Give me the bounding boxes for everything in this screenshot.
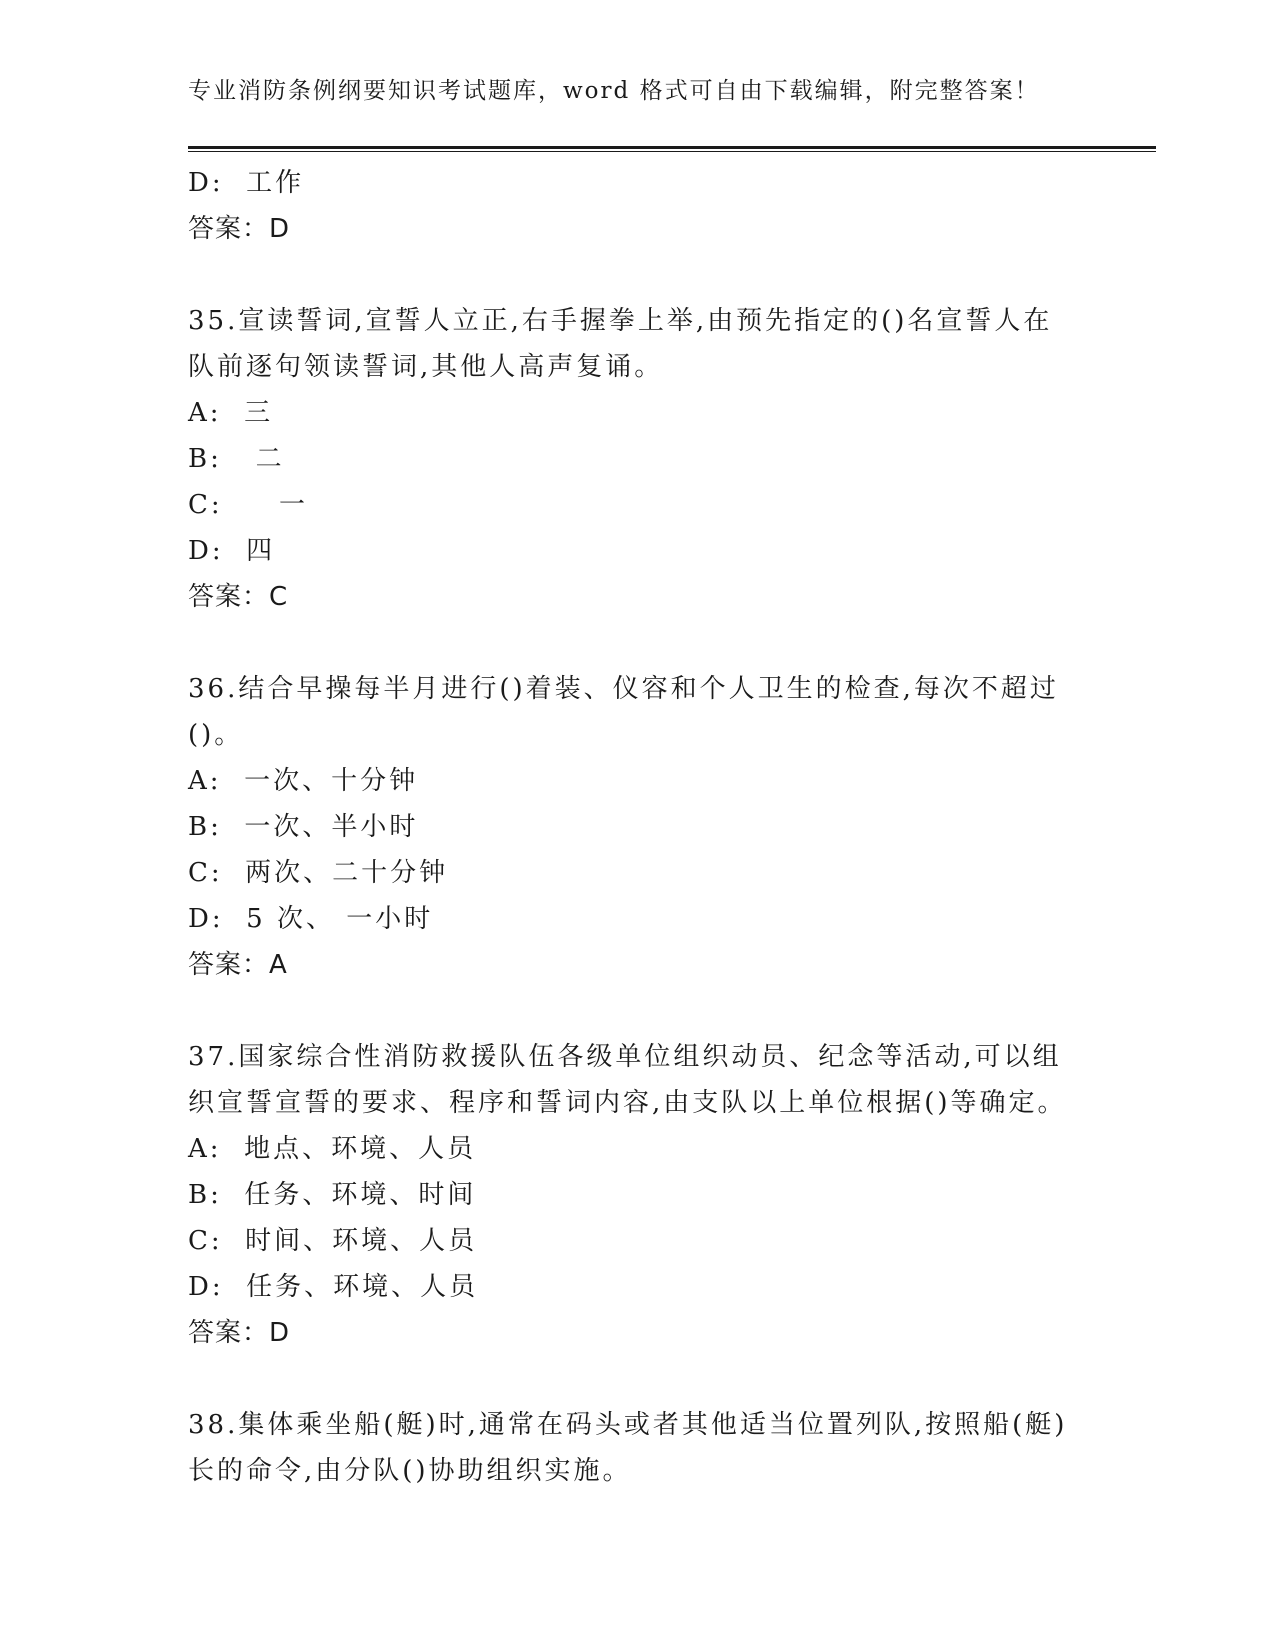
answer-line: 答案：D — [188, 1318, 291, 1348]
spacer — [188, 620, 1088, 666]
option-d: D: 任务、环境、人员 — [188, 1272, 479, 1302]
header-divider — [188, 146, 1156, 152]
question-text: 长的命令,由分队()协助组织实施。 — [188, 1456, 632, 1486]
question-36 — [188, 666, 1088, 988]
spacer — [188, 252, 1088, 298]
spacer — [188, 988, 1088, 1034]
question-text: 36.结合早操每半月进行()着装、仪容和个人卫生的检查,每次不超过 — [188, 674, 1059, 704]
answer-line: 答案：C — [188, 582, 289, 612]
option-a: A: 一次、十分钟 — [188, 766, 419, 796]
option-b: B: 一次、半小时 — [188, 812, 419, 842]
question-38 — [188, 1402, 1088, 1494]
option-d: D: 工作 — [188, 168, 305, 198]
question-text: 38.集体乘坐船(艇)时,通常在码头或者其他适当位置列队,按照船(艇) — [188, 1410, 1068, 1440]
option-c: C: 两次、二十分钟 — [188, 858, 449, 888]
option-a: A: 地点、环境、人员 — [188, 1134, 477, 1164]
question-text: ()。 — [188, 720, 244, 750]
answer-line: 答案：A — [188, 950, 288, 980]
question-35 — [188, 298, 1088, 620]
option-d: D: 四 — [188, 536, 276, 566]
answer-line: 答案：D — [188, 214, 291, 244]
option-c: C: 一 — [188, 490, 308, 520]
option-d: D: 5 次、 一小时 — [188, 904, 434, 934]
question-text: 织宣誓宣誓的要求、程序和誓词内容,由支队以上单位根据()等确定。 — [188, 1088, 1067, 1118]
document-body — [188, 160, 1088, 1494]
option-a: A: 三 — [188, 398, 274, 428]
option-c: C: 时间、环境、人员 — [188, 1226, 478, 1256]
option-b: B: 任务、环境、时间 — [188, 1180, 477, 1210]
option-b: B: 二 — [188, 444, 285, 474]
previous-question-tail — [188, 160, 1088, 252]
spacer — [188, 1356, 1088, 1402]
page-header: 专业消防条例纲要知识考试题库，word 格式可自由下载编辑，附完整答案！ — [188, 78, 1040, 104]
question-text: 37.国家综合性消防救援队伍各级单位组织动员、纪念等活动,可以组 — [188, 1042, 1062, 1072]
question-text: 队前逐句领读誓词,其他人高声复诵。 — [188, 352, 664, 382]
question-text: 35.宣读誓词,宣誓人立正,右手握拳上举,由预先指定的()名宣誓人在 — [188, 306, 1053, 336]
question-37 — [188, 1034, 1088, 1356]
